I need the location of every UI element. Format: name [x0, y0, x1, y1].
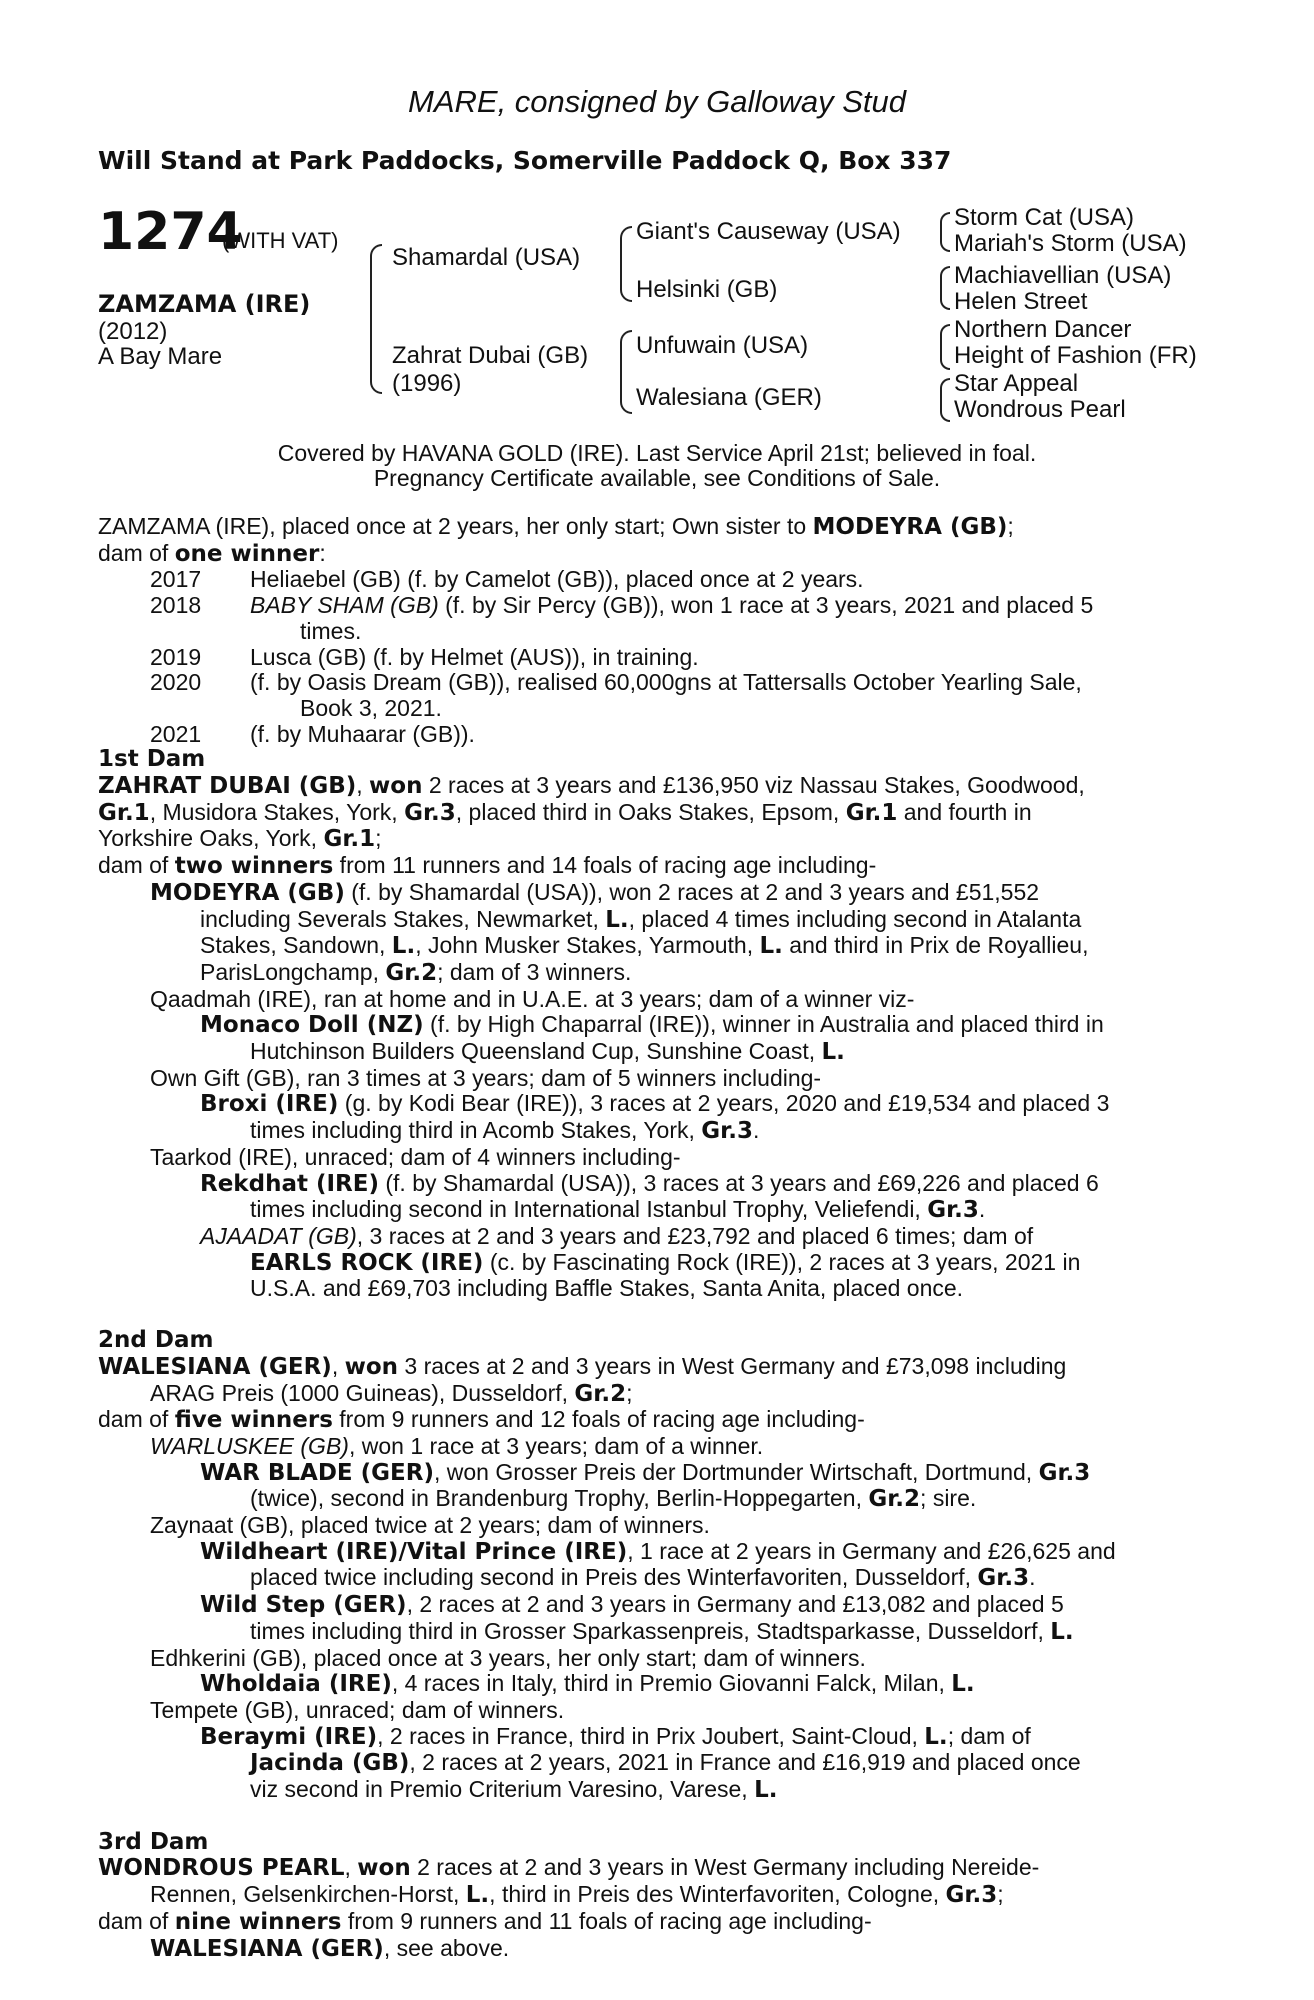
- dam-text: , Musidora Stakes, York,: [149, 798, 405, 825]
- produce-year: 2021: [150, 720, 202, 747]
- zaynaat-line: Zaynaat (GB), placed twice at 2 years; dam of winners.: [150, 1512, 710, 1539]
- intro-text: ZAMZAMA (IRE), placed once at 2 years, her only start; Own sister to: [98, 513, 813, 539]
- pedigree-dsd: Height of Fashion (FR): [954, 342, 1197, 369]
- dam-of-text: from 11 runners and 14 foals of racing age including-: [333, 852, 877, 879]
- dam-text: , third in Preis des Winterfavoriten, Cologne,: [489, 1881, 946, 1908]
- pedigree-ssd: Mariah's Storm (USA): [954, 230, 1187, 257]
- dam-text: 2 races at 2 and 3 years in West Germany including Nereide-: [410, 1854, 1040, 1881]
- pedigree-dd: Walesiana (GER): [636, 384, 822, 411]
- progeny-text: , see above.: [383, 1934, 510, 1961]
- second-dam-heading: 2nd Dam: [98, 1327, 214, 1354]
- first-dam-line-1: ZAHRAT DUBAI (GB), won 2 races at 3 years and £136,950 viz Nassau Stakes, Goodwood,: [98, 772, 1085, 800]
- dam-text: 2 races at 3 years and £136,950 viz Nassau Stakes, Goodwood,: [422, 772, 1085, 799]
- third-dam-line-1: WONDROUS PEARL, won 2 races at 2 and 3 years in West Germany including Nereide-: [98, 1854, 1040, 1882]
- progeny-text: ; dam of 3 winners.: [437, 958, 632, 985]
- monaco-line-2: [98, 1039, 1204, 1066]
- first-dam-line-3: [98, 826, 1204, 853]
- progeny-text: Hutchinson Builders Queensland Cup, Sunshine Coast,: [250, 1038, 822, 1065]
- wildheart-line-1: [98, 1539, 1204, 1566]
- progeny-text: , 2 races at 2 years, 2021 in France and £16,919 and placed once: [409, 1749, 1081, 1776]
- dam-text: ;: [375, 825, 382, 852]
- warluskee-line: [98, 1434, 1204, 1460]
- dam-of-text: from 9 runners and 12 foals of racing age including-: [332, 1406, 865, 1433]
- grade-label: Gr.1: [98, 799, 150, 826]
- taarkod-line: Taarkod (IRE), unraced; dam of 4 winners including-: [150, 1143, 681, 1170]
- won-label: won: [344, 1353, 399, 1380]
- listed-label: L.: [754, 1777, 778, 1804]
- own-sister-name: MODEYRA (GB): [812, 514, 1008, 540]
- dam-of-text: from 9 runners and 11 foals of racing age including-: [341, 1907, 872, 1934]
- rekdhat-line-1: [98, 1171, 1204, 1198]
- third-dam-dam-of: [98, 1909, 1204, 1936]
- dam-name: ZAHRAT DUBAI (GB): [98, 773, 357, 800]
- dam-text: and fourth in: [897, 798, 1032, 825]
- pedigree-brace-dd: [940, 378, 950, 422]
- dam-text: 3 races at 2 and 3 years in West Germany and £73,098 including: [398, 1352, 1067, 1379]
- progeny-text: ; sire.: [920, 1485, 977, 1512]
- progeny-text: , 4 races in Italy, third in Premio Giovanni Falck, Milan,: [391, 1670, 952, 1697]
- progeny-text: (g. by Kodi Bear (IRE)), 3 races at 2 years, 2020 and £19,534 and placed 3: [338, 1090, 1110, 1117]
- first-dam-heading: 1st Dam: [98, 746, 206, 773]
- covered-line-1: Covered by HAVANA GOLD (IRE). Last Service April 21st; believed in foal.: [277, 440, 1037, 466]
- pedigree-brace-ss: [940, 212, 950, 252]
- dam-name: WONDROUS PEARL: [98, 1855, 345, 1882]
- produce-row-2021: [98, 722, 1204, 748]
- produce-text: (f. by Muhaarar (GB)).: [250, 720, 475, 747]
- war-blade-line-1: [98, 1460, 1204, 1487]
- broxi-line-2: [98, 1118, 1204, 1145]
- qaadmah-line: Qaadmah (IRE), ran at home and in U.A.E. at 3 years; dam of a winner viz-: [150, 985, 915, 1012]
- winner-count: one winner: [174, 540, 320, 567]
- modeyra-line-4: [98, 960, 1204, 987]
- progeny-text: placed twice including second in Preis des Winterfavoriten, Dusseldorf,: [250, 1564, 978, 1591]
- progeny-text: .: [752, 1117, 760, 1144]
- intro-text: dam of: [98, 539, 175, 566]
- dam-of-text: dam of: [98, 1907, 175, 1934]
- beraymi-line: [98, 1724, 1204, 1751]
- progeny-text: and third in Prix de Royallieu,: [782, 932, 1089, 959]
- produce-row-2020: [98, 670, 1204, 721]
- vat-label: (WITH VAT): [222, 228, 339, 253]
- produce-text: Heliaebel (GB) (f. by Camelot (GB)), placed once at 2 years.: [250, 566, 864, 593]
- pedigree-brace-sire: [620, 226, 632, 302]
- progeny-text: , 3 races at 2 and 3 years and £23,792 and placed 6 times; dam of: [356, 1222, 1034, 1249]
- progeny-text: times including third in Acomb Stakes, York,: [250, 1117, 702, 1144]
- produce-text: (f. by Sir Percy (GB)), won 1 race at 3 years, 2021 and placed 5: [438, 592, 1094, 619]
- progeny-text: times including second in International Istanbul Trophy, Veliefendi,: [250, 1196, 928, 1223]
- first-dam-line-2: [98, 800, 1204, 827]
- progeny-text: (c. by Fascinating Rock (IRE)), 2 races at 3 years, 2021 in: [483, 1248, 1081, 1275]
- horse-name: ZAMZAMA (IRE): [98, 290, 311, 318]
- grade-label: Gr.3: [945, 1882, 998, 1909]
- progeny-text: ParisLongchamp,: [200, 958, 386, 985]
- pedigree-dam-year: (1996): [392, 370, 462, 397]
- progeny-text: viz second in Premio Criterium Varesino, Varese,: [250, 1776, 755, 1803]
- progeny-text: (twice), second in Brandenburg Trophy, Berlin-Hoppegarten,: [250, 1485, 869, 1512]
- pedigree-dss: Northern Dancer: [954, 316, 1132, 343]
- won-label: won: [357, 1855, 411, 1882]
- pedigree-dam: Zahrat Dubai (GB): [392, 342, 589, 369]
- own-gift-line: Own Gift (GB), ran 3 times at 3 years; dam of 5 winners including-: [150, 1064, 822, 1091]
- progeny-text: (f. by Shamardal (USA)), 3 races at 3 years and £69,226 and placed 6: [378, 1169, 1099, 1196]
- produce-name: BABY SHAM (GB): [250, 592, 439, 619]
- progeny-text: , John Musker Stakes, Yarmouth,: [415, 932, 760, 959]
- grade-label: Gr.2: [868, 1486, 921, 1513]
- horse-description: A Bay Mare: [98, 343, 223, 370]
- progeny-name: WALESIANA (GER): [150, 1935, 384, 1962]
- grade-label: Gr.1: [323, 826, 376, 853]
- progeny-text: times including third in Grosser Sparkassenpreis, Stadtsparkasse, Dusseldorf,: [250, 1617, 1051, 1644]
- pedigree-ddd: Wondrous Pearl: [954, 396, 1126, 423]
- pedigree-dds: Star Appeal: [954, 370, 1079, 397]
- modeyra-line-3: [98, 933, 1204, 960]
- pedigree-sire: Shamardal (USA): [392, 244, 581, 271]
- intro-line-2: [98, 541, 1204, 568]
- listed-label: L.: [605, 906, 629, 933]
- winner-count: five winners: [174, 1407, 333, 1434]
- second-dam-line-1: WALESIANA (GER), won 3 races at 2 and 3 years in West Germany and £73,098 including: [98, 1352, 1067, 1380]
- horse-year: (2012): [98, 318, 168, 345]
- first-dam-dam-of: [98, 853, 1204, 880]
- grade-label: Gr.2: [574, 1380, 627, 1407]
- produce-year: 2020: [150, 669, 202, 696]
- pedigree-ds: Unfuwain (USA): [636, 332, 809, 359]
- progeny-name: Wildheart (IRE)/Vital Prince (IRE): [200, 1538, 628, 1565]
- winner-count: two winners: [174, 853, 334, 880]
- progeny-text: , won 1 race at 3 years; dam of a winner.: [348, 1432, 764, 1459]
- produce-text-cont: times.: [300, 617, 362, 644]
- pedigree-sds: Machiavellian (USA): [954, 262, 1172, 289]
- won-label: won: [369, 773, 423, 800]
- listed-label: L.: [759, 933, 783, 960]
- progeny-name: MODEYRA (GB): [150, 879, 345, 906]
- pedigree-ss: Giant's Causeway (USA): [636, 218, 901, 245]
- produce-year: 2018: [150, 592, 202, 619]
- intro-line-1: [98, 514, 1204, 541]
- winner-count: nine winners: [174, 1908, 342, 1935]
- pedigree-sdd: Helen Street: [954, 288, 1088, 315]
- progeny-name: Wild Step (GER): [200, 1592, 407, 1619]
- progeny-text: Stakes, Sandown,: [200, 932, 392, 959]
- progeny-text: , 1 race at 2 years in Germany and £26,625 and: [627, 1537, 1116, 1564]
- jacinda-line-2: [98, 1777, 1204, 1804]
- jacinda-line-1: [98, 1750, 1204, 1777]
- produce-text-cont: Book 3, 2021.: [300, 694, 442, 721]
- wildheart-line-2: [98, 1565, 1204, 1592]
- grade-label: Gr.3: [977, 1565, 1030, 1592]
- listed-label: L.: [924, 1723, 948, 1750]
- produce-year: 2017: [150, 566, 202, 593]
- pedigree-brace-sd: [940, 266, 950, 310]
- progeny-text: ; dam of: [947, 1722, 1031, 1749]
- progeny-text: .: [1029, 1564, 1036, 1591]
- listed-label: L.: [951, 1671, 975, 1698]
- produce-row-2017: [98, 567, 1204, 593]
- listed-label: L.: [821, 1039, 845, 1066]
- intro-punct: :: [319, 539, 326, 566]
- dam-text: ;: [626, 1379, 633, 1406]
- progeny-name: Jacinda (GB): [250, 1750, 410, 1777]
- pedigree-brace-main: [370, 244, 382, 394]
- progeny-name: WARLUSKEE (GB): [150, 1432, 349, 1459]
- dam-text: ARAG Preis (1000 Guineas), Dusseldorf,: [150, 1379, 575, 1406]
- produce-row-2019: [98, 645, 1204, 671]
- progeny-text: , 2 races at 2 and 3 years in Germany and £13,082 and placed 5: [406, 1591, 1064, 1618]
- dam-of-text: dam of: [98, 1406, 175, 1433]
- listed-label: L.: [465, 1882, 490, 1909]
- progeny-text: (f. by High Chaparral (IRE)), winner in Australia and placed third in: [423, 1011, 1104, 1038]
- section-gap: [98, 1302, 1204, 1328]
- progeny-text: (f. by Shamardal (USA)), won 2 races at 2 and 3 years and £51,552: [344, 878, 1040, 905]
- dam-text: Rennen, Gelsenkirchen-Horst,: [150, 1881, 466, 1908]
- rekdhat-line-2: [98, 1197, 1204, 1224]
- produce-year: 2019: [150, 643, 202, 670]
- walesiana-line: [98, 1936, 1204, 1963]
- pedigree-sss: Storm Cat (USA): [954, 204, 1135, 231]
- grade-label: Gr.2: [385, 959, 438, 986]
- dam-text: ;: [997, 1881, 1004, 1908]
- intro-punct: ;: [1007, 513, 1014, 539]
- second-dam-dam-of: [98, 1407, 1204, 1434]
- grade-label: Gr.1: [845, 799, 898, 826]
- ajaadat-line-1: [98, 1224, 1204, 1250]
- grade-label: Gr.3: [927, 1197, 979, 1224]
- wholdaia-line: [98, 1671, 1204, 1698]
- modeyra-line-1: [98, 880, 1204, 907]
- modeyra-line-2: [98, 907, 1204, 934]
- wild-step-line-1: [98, 1592, 1204, 1619]
- page-title: MARE, consigned by Galloway Stud: [408, 84, 906, 119]
- pedigree-brace-dam: [620, 330, 632, 414]
- dam-of-text: dam of: [98, 852, 175, 879]
- grade-label: Gr.3: [1038, 1459, 1091, 1486]
- earls-line-2: U.S.A. and £69,703 including Baffle Stakes, Santa Anita, placed once.: [250, 1275, 964, 1302]
- listed-label: L.: [1050, 1618, 1074, 1645]
- dam-name: WALESIANA (GER): [98, 1353, 332, 1380]
- stand-location: Will Stand at Park Paddocks, Somerville Paddock Q, Box 337: [98, 146, 952, 175]
- third-dam-heading: 3rd Dam: [98, 1828, 209, 1855]
- progeny-name: EARLS ROCK (IRE): [250, 1249, 484, 1276]
- dam-text: , placed third in Oaks Stakes, Epsom,: [455, 798, 846, 825]
- progeny-text: , placed 4 times including second in Atalanta: [628, 905, 1082, 932]
- lot-number: 1274: [98, 202, 243, 262]
- progeny-name: Broxi (IRE): [200, 1091, 339, 1118]
- section-gap: [98, 1804, 1204, 1830]
- progeny-text: including Severals Stakes, Newmarket,: [200, 905, 606, 932]
- produce-text: (f. by Oasis Dream (GB)), realised 60,000gns at Tattersalls October Yearling Sale,: [250, 669, 1082, 696]
- pedigree-brace-ds: [940, 324, 950, 370]
- progeny-name: Monaco Doll (NZ): [200, 1012, 424, 1039]
- progeny-text: .: [978, 1196, 986, 1223]
- progeny-name: Wholdaia (IRE): [200, 1671, 392, 1698]
- grade-label: Gr.3: [404, 799, 456, 826]
- third-dam-line-2: [98, 1882, 1204, 1909]
- earls-line-1: [98, 1250, 1204, 1277]
- broxi-line-1: [98, 1091, 1204, 1118]
- edhkerini-line: Edhkerini (GB), placed once at 3 years, her only start; dam of winners.: [150, 1644, 866, 1671]
- pedigree-sd: Helsinki (GB): [636, 276, 778, 303]
- produce-row-2018: [98, 593, 1204, 644]
- progeny-text: , 2 races in France, third in Prix Joubert, Saint-Cloud,: [377, 1722, 925, 1749]
- monaco-line-1: [98, 1012, 1204, 1039]
- progeny-text: , won Grosser Preis der Dortmunder Wirtschaft, Dortmund,: [433, 1458, 1039, 1485]
- second-dam-line-2: [98, 1381, 1204, 1408]
- war-blade-line-2: [98, 1486, 1204, 1513]
- tempete-line: Tempete (GB), unraced; dam of winners.: [150, 1696, 565, 1723]
- dam-text: Yorkshire Oaks, York,: [98, 825, 324, 852]
- progeny-name: Rekdhat (IRE): [200, 1170, 379, 1197]
- progeny-name: AJAADAT (GB): [200, 1222, 357, 1249]
- catalogue-body: [98, 514, 1204, 1962]
- grade-label: Gr.3: [701, 1118, 753, 1145]
- progeny-name: Beraymi (IRE): [200, 1723, 378, 1750]
- listed-label: L.: [391, 933, 416, 960]
- wild-step-line-2: [98, 1619, 1204, 1646]
- covered-line-2: Pregnancy Certificate available, see Conditions of Sale.: [373, 465, 941, 491]
- produce-text: Lusca (GB) (f. by Helmet (AUS)), in training.: [250, 643, 699, 670]
- progeny-name: WAR BLADE (GER): [200, 1459, 434, 1486]
